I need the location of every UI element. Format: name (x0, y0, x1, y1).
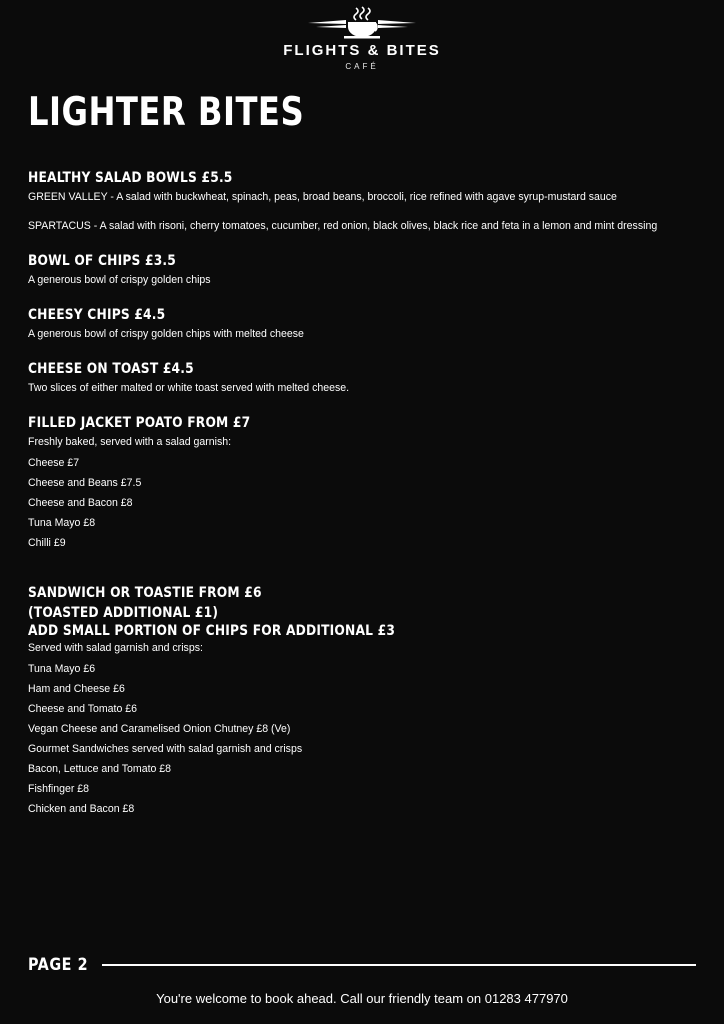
menu-item: Cheese and Tomato £6 (28, 702, 138, 715)
menu-section (28, 415, 696, 553)
menu-sections (28, 170, 696, 819)
menu-section (28, 253, 696, 289)
menu-item: Chilli £9 (28, 536, 66, 549)
section-subheading: (TOASTED ADDITIONAL £1) (28, 604, 219, 621)
menu-item: Cheese £7 (28, 456, 80, 469)
page-title: LIGHTER BITES (28, 90, 305, 135)
footer-note: You're welcome to book ahead. Call our friendly team on 01283 477970 (156, 991, 568, 1006)
brand-subtitle: CAFÉ (345, 62, 379, 71)
section-line: Freshly baked, served with a salad garnish: (28, 435, 232, 448)
brand-name: FLIGHTS & BITES (283, 42, 441, 59)
menu-item: Fishfinger £8 (28, 782, 90, 795)
section-heading: HEALTHY SALAD BOWLS £5.5 (28, 170, 233, 186)
menu-item: Cheese and Bacon £8 (28, 496, 133, 509)
section-line: Two slices of either malted or white toast served with melted cheese. (28, 381, 350, 394)
menu-section (28, 361, 696, 397)
menu-item: Tuna Mayo £6 (28, 662, 96, 675)
section-heading: FILLED JACKET POATO FROM £7 (28, 414, 251, 431)
menu-item: Vegan Cheese and Caramelised Onion Chutney £8 (Ve) (28, 722, 291, 735)
section-line: A generous bowl of crispy golden chips with melted cheese (28, 327, 304, 340)
section-heading: BOWL OF CHIPS £3.5 (28, 252, 176, 269)
footer-page-row (0, 955, 724, 975)
menu-item: Ham and Cheese £6 (28, 682, 125, 695)
footer-divider (102, 964, 696, 966)
menu-item: Gourmet Sandwiches served with salad garnish and crisps (28, 742, 303, 755)
menu-item: Chicken and Bacon £8 (28, 802, 135, 815)
menu-section (28, 585, 696, 819)
section-heading: CHEESE ON TOAST £4.5 (28, 360, 194, 377)
menu-item: Bacon, Lettuce and Tomato £8 (28, 762, 172, 775)
section-line: SPARTACUS - A salad with risoni, cherry tomatoes, cucumber, red onion, black olives, black rice and feta in a lemon and mint dressing (28, 219, 658, 232)
menu-section (28, 307, 696, 343)
page-number: PAGE 2 (28, 955, 89, 975)
menu-item: Tuna Mayo £8 (28, 516, 96, 529)
section-subheading: ADD SMALL PORTION OF CHIPS FOR ADDITIONAL £3 (28, 622, 396, 639)
menu-item: Cheese and Beans £7.5 (28, 476, 142, 489)
brand-logo (0, 0, 724, 71)
section-line: A generous bowl of crispy golden chips (28, 273, 211, 286)
section-heading: CHEESY CHIPS £4.5 (28, 306, 166, 323)
coffee-cup-wings-icon (0, 6, 724, 40)
section-line: GREEN VALLEY - A salad with buckwheat, spinach, peas, broad beans, broccoli, rice refined with agave syrup-mustard sauce (28, 191, 617, 203)
section-heading: SANDWICH OR TOASTIE FROM £6 (28, 584, 262, 601)
section-line: Served with salad garnish and crisps: (28, 641, 203, 654)
menu-section (28, 170, 696, 235)
page-footer (0, 955, 724, 1006)
